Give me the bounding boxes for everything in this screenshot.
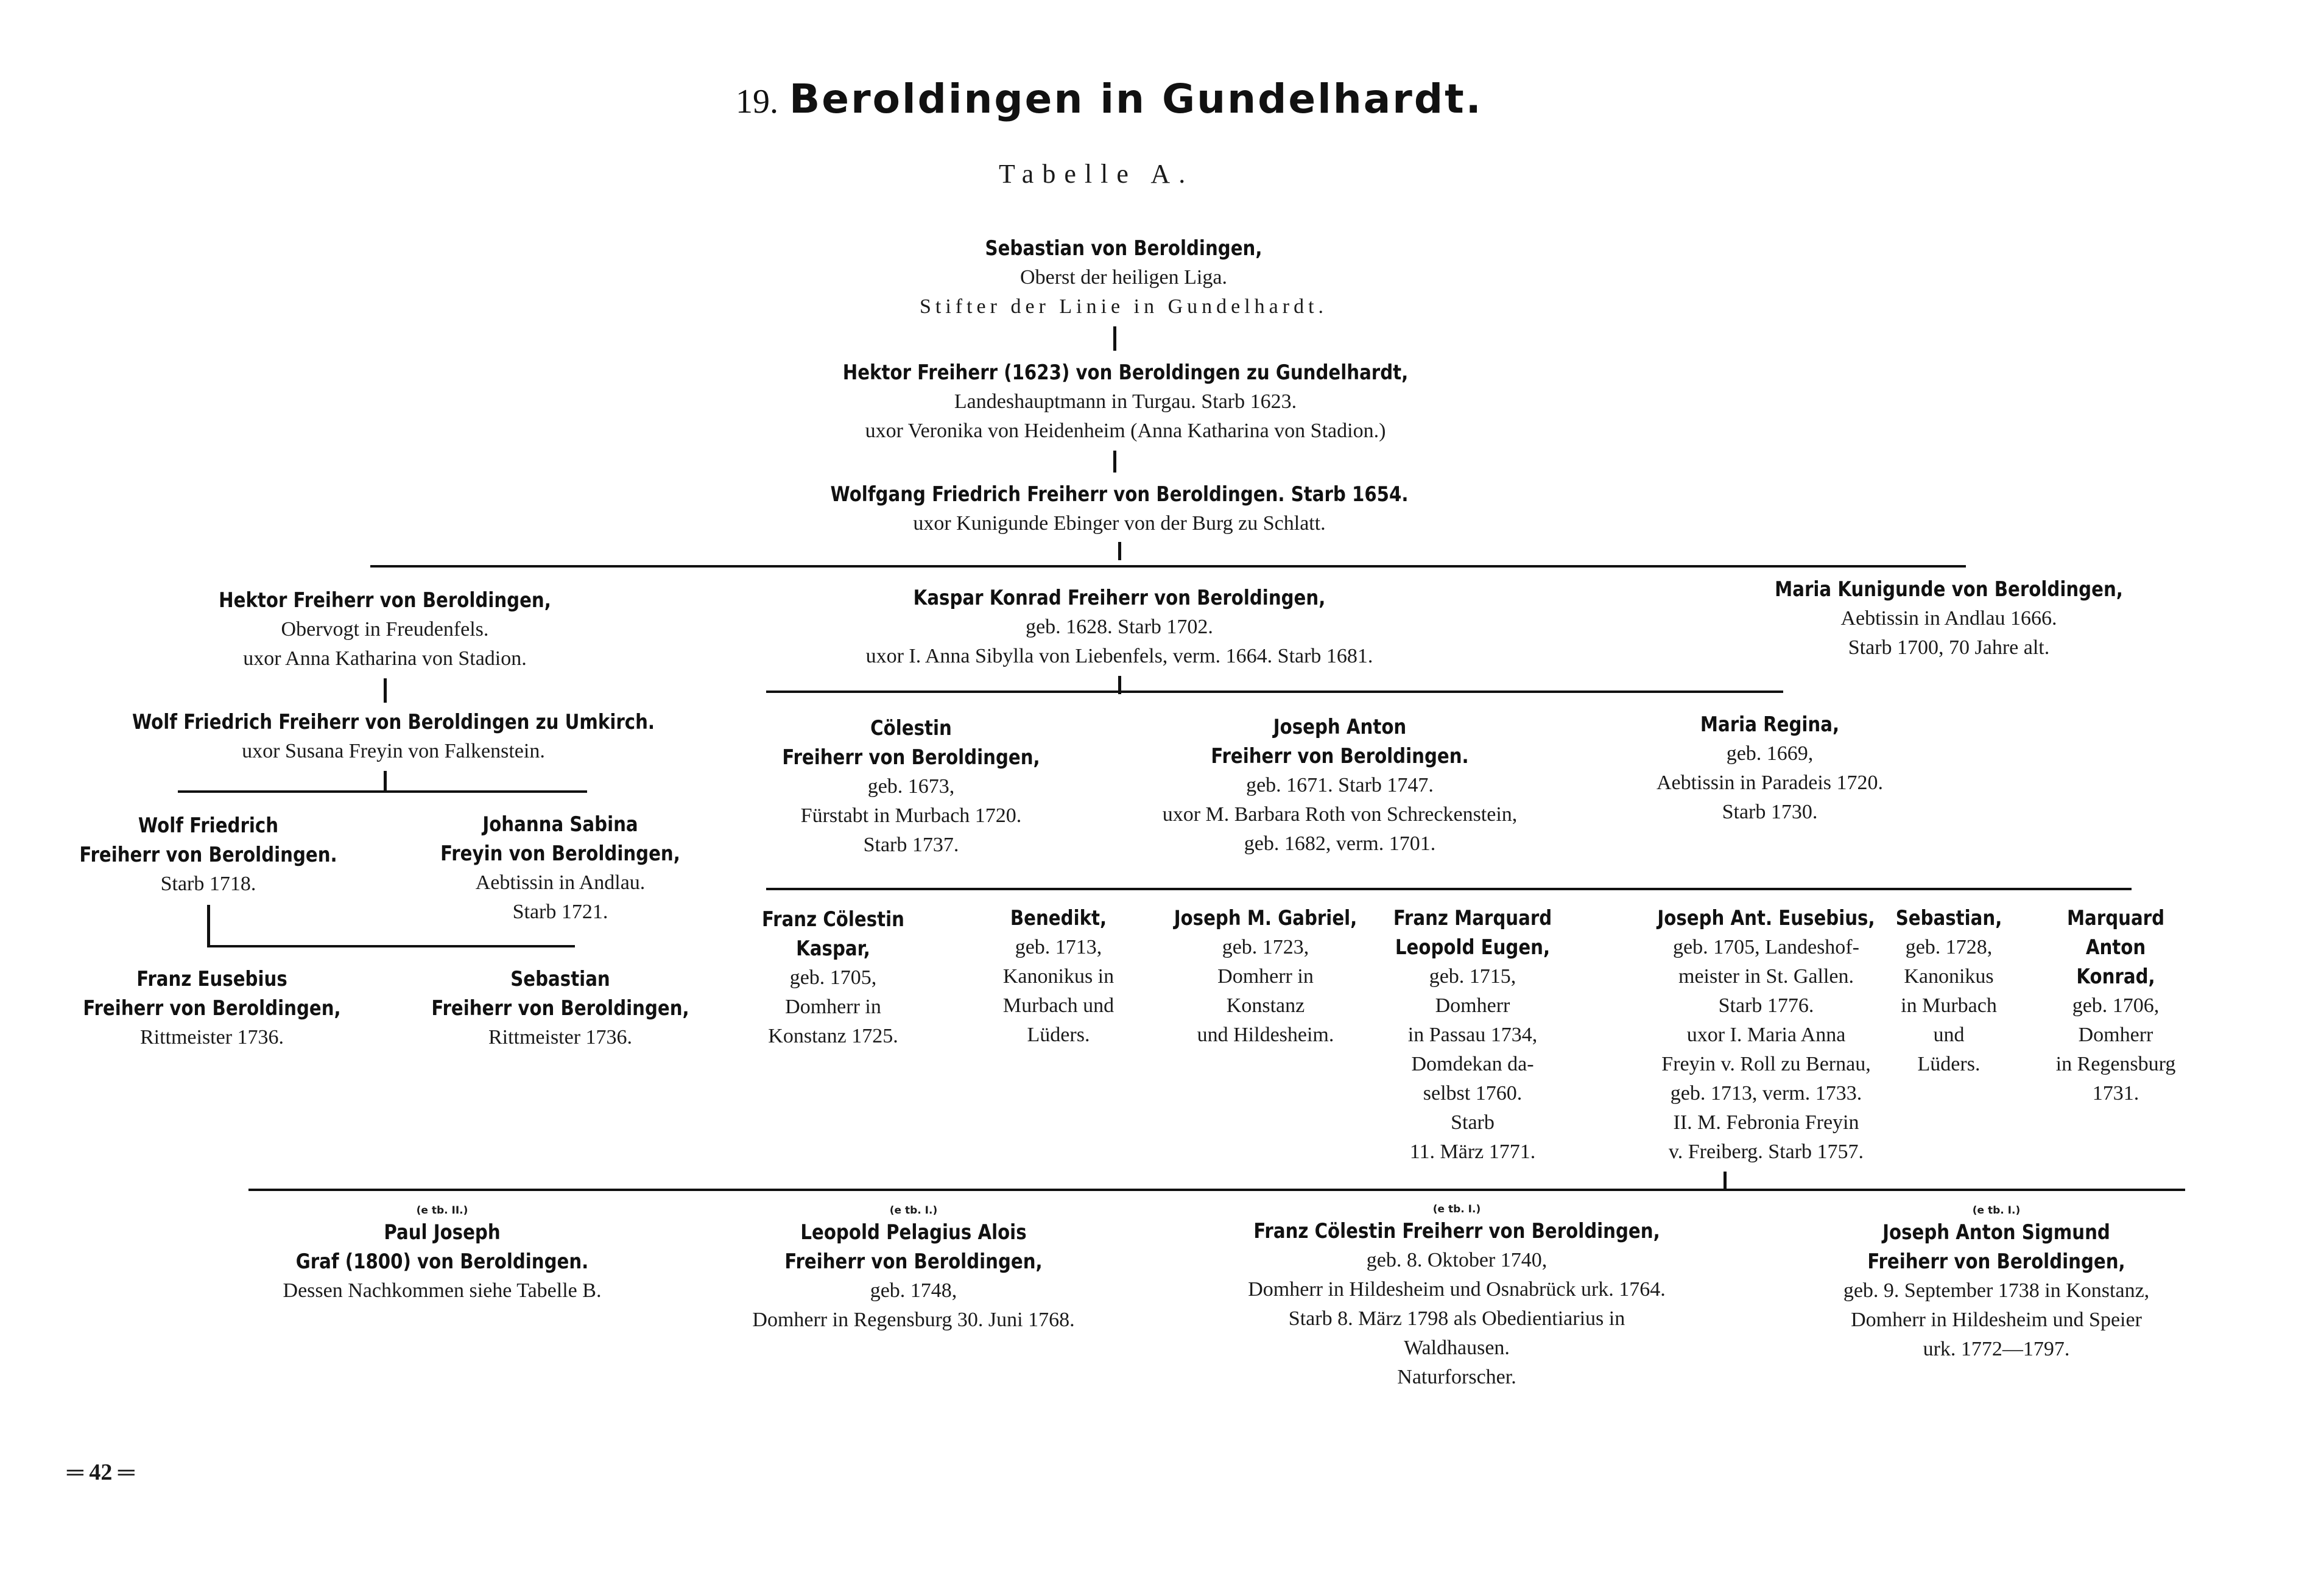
person-coelestin <box>761 714 1061 860</box>
person-info: Naturforscher. <box>1397 1366 1516 1388</box>
person-info: Rittmeister 1736. <box>139 1026 284 1049</box>
person-info: Waldhausen. <box>1404 1337 1510 1359</box>
connector-vertical <box>1113 326 1116 351</box>
person-wolfgang-friedrich <box>783 480 1455 538</box>
person-name: Kaspar Konrad Freiherr von Beroldingen, <box>913 586 1326 610</box>
person-info: in Murbach <box>1901 994 1997 1017</box>
person-info: geb. 1682, verm. 1701. <box>1244 832 1436 855</box>
person-name: Wolfgang Friedrich Freiherr von Beroldingen. Starb 1654. <box>830 482 1409 507</box>
person-info: Domherr in Hildesheim und Speier <box>1851 1309 2142 1331</box>
person-name: Wolf Friedrich Freiherr von Beroldingen zu Umkirch. <box>132 710 655 734</box>
page-number: ═ 42 ═ <box>67 1460 135 1485</box>
person-franz-marquard <box>1381 904 1565 1167</box>
person-joseph-anton <box>1163 712 1518 859</box>
person-info: urk. 1772—1797. <box>1923 1338 2070 1360</box>
person-info: Domherr in <box>1217 965 1314 988</box>
person-name: Franz Marquard <box>1393 906 1552 930</box>
person-name: Joseph Anton Sigmund <box>1882 1220 2110 1245</box>
person-info: geb. 1628. Starb 1702. <box>1026 616 1213 638</box>
person-info: Starb 1776. <box>1718 994 1814 1017</box>
person-info: Rittmeister 1736. <box>488 1026 633 1049</box>
connector-vertical <box>1113 451 1116 473</box>
person-name: Freiherr von Beroldingen, <box>83 996 341 1021</box>
person-info: Starb 1700, 70 Jahre alt. <box>1848 636 2050 659</box>
table-subtitle: Tabelle A. <box>999 159 1194 189</box>
person-info: geb. 1705, Landeshof- <box>1673 936 1859 958</box>
person-info: Aebtissin in Andlau 1666. <box>1840 607 2057 630</box>
person-info: Domherr in Hildesheim und Osnabrück urk. 1764. <box>1248 1278 1666 1301</box>
person-info: uxor Veronika von Heidenheim (Anna Katharina von Stadion.) <box>865 420 1386 442</box>
person-name: Graf (1800) von Beroldingen. <box>295 1249 589 1274</box>
person-info: Lüders. <box>1027 1024 1090 1046</box>
person-name: Franz Eusebius <box>136 967 287 991</box>
person-info: Aebtissin in Paradeis 1720. <box>1656 771 1884 794</box>
person-name: Freiherr von Beroldingen, <box>782 745 1040 770</box>
person-info: 1731. <box>2092 1082 2139 1105</box>
person-franz-coelestin-naturforscher <box>1220 1202 1693 1392</box>
person-info: Starb 1721. <box>512 901 608 923</box>
table-number: 19. <box>736 83 778 121</box>
sibling-bracket <box>766 888 2132 890</box>
person-joseph-anton-sigmund <box>1843 1203 2149 1364</box>
person-name: Franz Cölestin Freiherr von Beroldingen, <box>1253 1219 1660 1243</box>
person-sebastian-founder <box>920 234 1328 322</box>
person-maria-regina <box>1657 710 1883 827</box>
person-info: Starb <box>1451 1111 1495 1134</box>
person-info: meister in St. Gallen. <box>1678 965 1854 988</box>
person-info: Starb 1737. <box>863 834 959 856</box>
page-title <box>736 72 1483 129</box>
person-info: geb. 1715, <box>1429 965 1516 988</box>
person-info: 11. März 1771. <box>1409 1140 1536 1163</box>
person-info: geb. 1723, <box>1222 936 1309 958</box>
table-reference: (e tb. I.) <box>1972 1204 2021 1217</box>
person-name: Wolf Friedrich <box>138 814 279 838</box>
person-name: Cölestin <box>870 716 952 740</box>
person-name: Kaspar, <box>796 937 870 961</box>
person-info: Domdekan da- <box>1411 1053 1534 1075</box>
person-name: Maria Kunigunde von Beroldingen, <box>1775 577 2123 602</box>
person-info: Fürstabt in Murbach 1720. <box>800 804 1022 827</box>
person-johanna-sabina <box>421 810 700 927</box>
person-info: Kanonikus <box>1904 965 1994 988</box>
person-name: Marquard <box>2066 906 2165 930</box>
person-info: uxor I. Anna Sibylla von Liebenfels, verm. 1664. Starb 1681. <box>865 645 1373 667</box>
person-info: II. M. Febronia Freyin <box>1673 1111 1859 1134</box>
person-info: uxor M. Barbara Roth von Schreckenstein, <box>1162 803 1518 826</box>
person-hektor-obervogt <box>192 586 579 673</box>
person-info: Domherr <box>1435 994 1510 1017</box>
person-info: Kanonikus in <box>1002 965 1114 988</box>
table-reference: (e tb. I.) <box>1432 1203 1481 1215</box>
person-info: Lüders. <box>1917 1053 1981 1075</box>
person-info: Landeshauptmann in Turgau. Starb 1623. <box>954 390 1297 413</box>
person-info: Dessen Nachkommen siehe Tabelle B. <box>283 1279 602 1302</box>
person-name: Johanna Sabina <box>482 812 638 837</box>
person-info: und <box>1933 1024 1965 1046</box>
person-name: Paul Joseph <box>384 1220 501 1245</box>
connector-vertical <box>1118 542 1121 560</box>
person-info: und Hildesheim. <box>1197 1024 1334 1046</box>
person-info: geb. 1748, <box>870 1279 957 1302</box>
connector-vertical <box>1724 1172 1727 1189</box>
person-info: Starb 1718. <box>160 873 256 895</box>
table-reference: (e tb. I.) <box>889 1204 938 1217</box>
person-info: geb. 1728, <box>1905 936 1993 958</box>
person-name: Sebastian <box>510 967 610 991</box>
person-info: geb. 1705, <box>789 966 877 989</box>
person-maria-kunigunde <box>1747 575 2152 662</box>
person-info: v. Freiberg. Starb 1757. <box>1668 1140 1864 1163</box>
person-info: Oberst der heiligen Liga. <box>1020 266 1227 289</box>
person-info: Starb 8. März 1798 als Obedientiarius in <box>1288 1307 1625 1330</box>
person-info: Starb 1730. <box>1722 801 1818 823</box>
table-reference: (e tb. II.) <box>416 1204 468 1217</box>
family-title: Beroldingen in Gundelhardt. <box>789 76 1483 122</box>
person-info: geb. 1713, verm. 1733. <box>1670 1082 1862 1105</box>
person-name: Benedikt, <box>1010 906 1107 930</box>
person-info: Domherr <box>2078 1024 2153 1046</box>
person-name: Freiherr von Beroldingen. <box>1211 744 1469 768</box>
person-info: geb. 8. Oktober 1740, <box>1366 1249 1548 1271</box>
person-sebastian-kanonikus <box>1887 904 2010 1079</box>
person-benedikt <box>1002 904 1114 1050</box>
person-leopold-pelagius <box>752 1203 1074 1335</box>
person-info: uxor Kunigunde Ebinger von der Burg zu Schlatt. <box>913 512 1326 535</box>
sibling-bracket <box>766 691 1783 693</box>
person-name: Maria Regina, <box>1700 712 1840 737</box>
person-info: Freyin v. Roll zu Bernau, <box>1661 1053 1871 1075</box>
person-info: Obervogt in Freudenfels. <box>281 618 489 641</box>
person-joseph-ant-eusebius <box>1639 904 1892 1167</box>
person-info: Konstanz 1725. <box>768 1025 898 1047</box>
person-joseph-m-gabriel <box>1159 904 1372 1050</box>
person-name: Leopold Eugen, <box>1395 935 1551 960</box>
person-sebastian-rittmeister <box>410 965 710 1052</box>
sibling-bracket <box>370 565 1966 568</box>
person-info: geb. 1671. Starb 1747. <box>1246 774 1434 796</box>
person-kaspar-konrad <box>866 583 1373 671</box>
person-info: uxor I. Maria Anna <box>1686 1024 1846 1046</box>
person-name: Hektor Freiherr (1623) von Beroldingen zu Gundelhardt, <box>842 360 1409 385</box>
person-wolf-friedrich <box>58 811 358 899</box>
person-info: Murbach und <box>1002 994 1114 1017</box>
person-name: Hektor Freiherr von Beroldingen, <box>219 588 551 613</box>
person-info: Domherr in Regensburg 30. Juni 1768. <box>752 1309 1075 1331</box>
person-franz-coelestin-kaspar <box>750 905 916 1051</box>
person-name: Anton <box>2085 935 2146 960</box>
sibling-bracket <box>248 1189 2185 1191</box>
connector-vertical <box>384 678 387 703</box>
person-info: geb. 1713, <box>1015 936 1102 958</box>
person-name: Freiherr von Beroldingen, <box>784 1249 1043 1274</box>
person-name: Konrad, <box>2076 965 2155 989</box>
person-info: uxor Anna Katharina von Stadion. <box>243 647 527 670</box>
person-name: Freiherr von Beroldingen, <box>1867 1249 2125 1274</box>
person-info: Domherr in <box>785 996 881 1018</box>
connector-vertical <box>207 905 210 947</box>
person-info: geb. 1673, <box>867 775 955 798</box>
person-name: Joseph Ant. Eusebius, <box>1657 906 1875 930</box>
person-name: Freyin von Beroldingen, <box>440 842 680 866</box>
person-info: geb. 1669, <box>1726 742 1814 765</box>
connector-vertical <box>384 771 387 792</box>
person-name: Sebastian, <box>1895 906 2002 930</box>
person-info: geb. 9. September 1738 in Konstanz, <box>1843 1279 2150 1302</box>
person-info: in Regensburg <box>2055 1053 2176 1075</box>
person-info: geb. 1706, <box>2072 994 2160 1017</box>
person-name: Joseph Anton <box>1273 715 1407 739</box>
person-info: Konstanz <box>1226 994 1305 1017</box>
person-name: Leopold Pelagius Alois <box>800 1220 1027 1245</box>
person-name: Joseph M. Gabriel, <box>1174 906 1357 930</box>
person-marquard-anton-konrad <box>2056 904 2176 1108</box>
person-info: Aebtissin in Andlau. <box>475 871 646 894</box>
person-name: Freiherr von Beroldingen. <box>79 843 337 867</box>
person-name: Freiherr von Beroldingen, <box>431 996 689 1021</box>
person-info: uxor Susana Freyin von Falkenstein. <box>242 740 545 762</box>
person-name: Franz Cölestin <box>762 907 904 932</box>
person-hektor-1623 <box>797 358 1454 446</box>
person-franz-eusebius <box>62 965 362 1052</box>
sibling-bracket <box>207 945 575 947</box>
person-wolf-friedrich-umkirch <box>90 708 697 766</box>
person-paul-joseph <box>272 1203 613 1306</box>
sibling-bracket <box>178 790 587 793</box>
person-info: selbst 1760. <box>1423 1082 1523 1105</box>
person-info: Stifter der Linie in Gundelhardt. <box>919 295 1328 318</box>
person-name: Sebastian von Beroldingen, <box>985 236 1262 261</box>
person-info: in Passau 1734, <box>1407 1024 1538 1046</box>
